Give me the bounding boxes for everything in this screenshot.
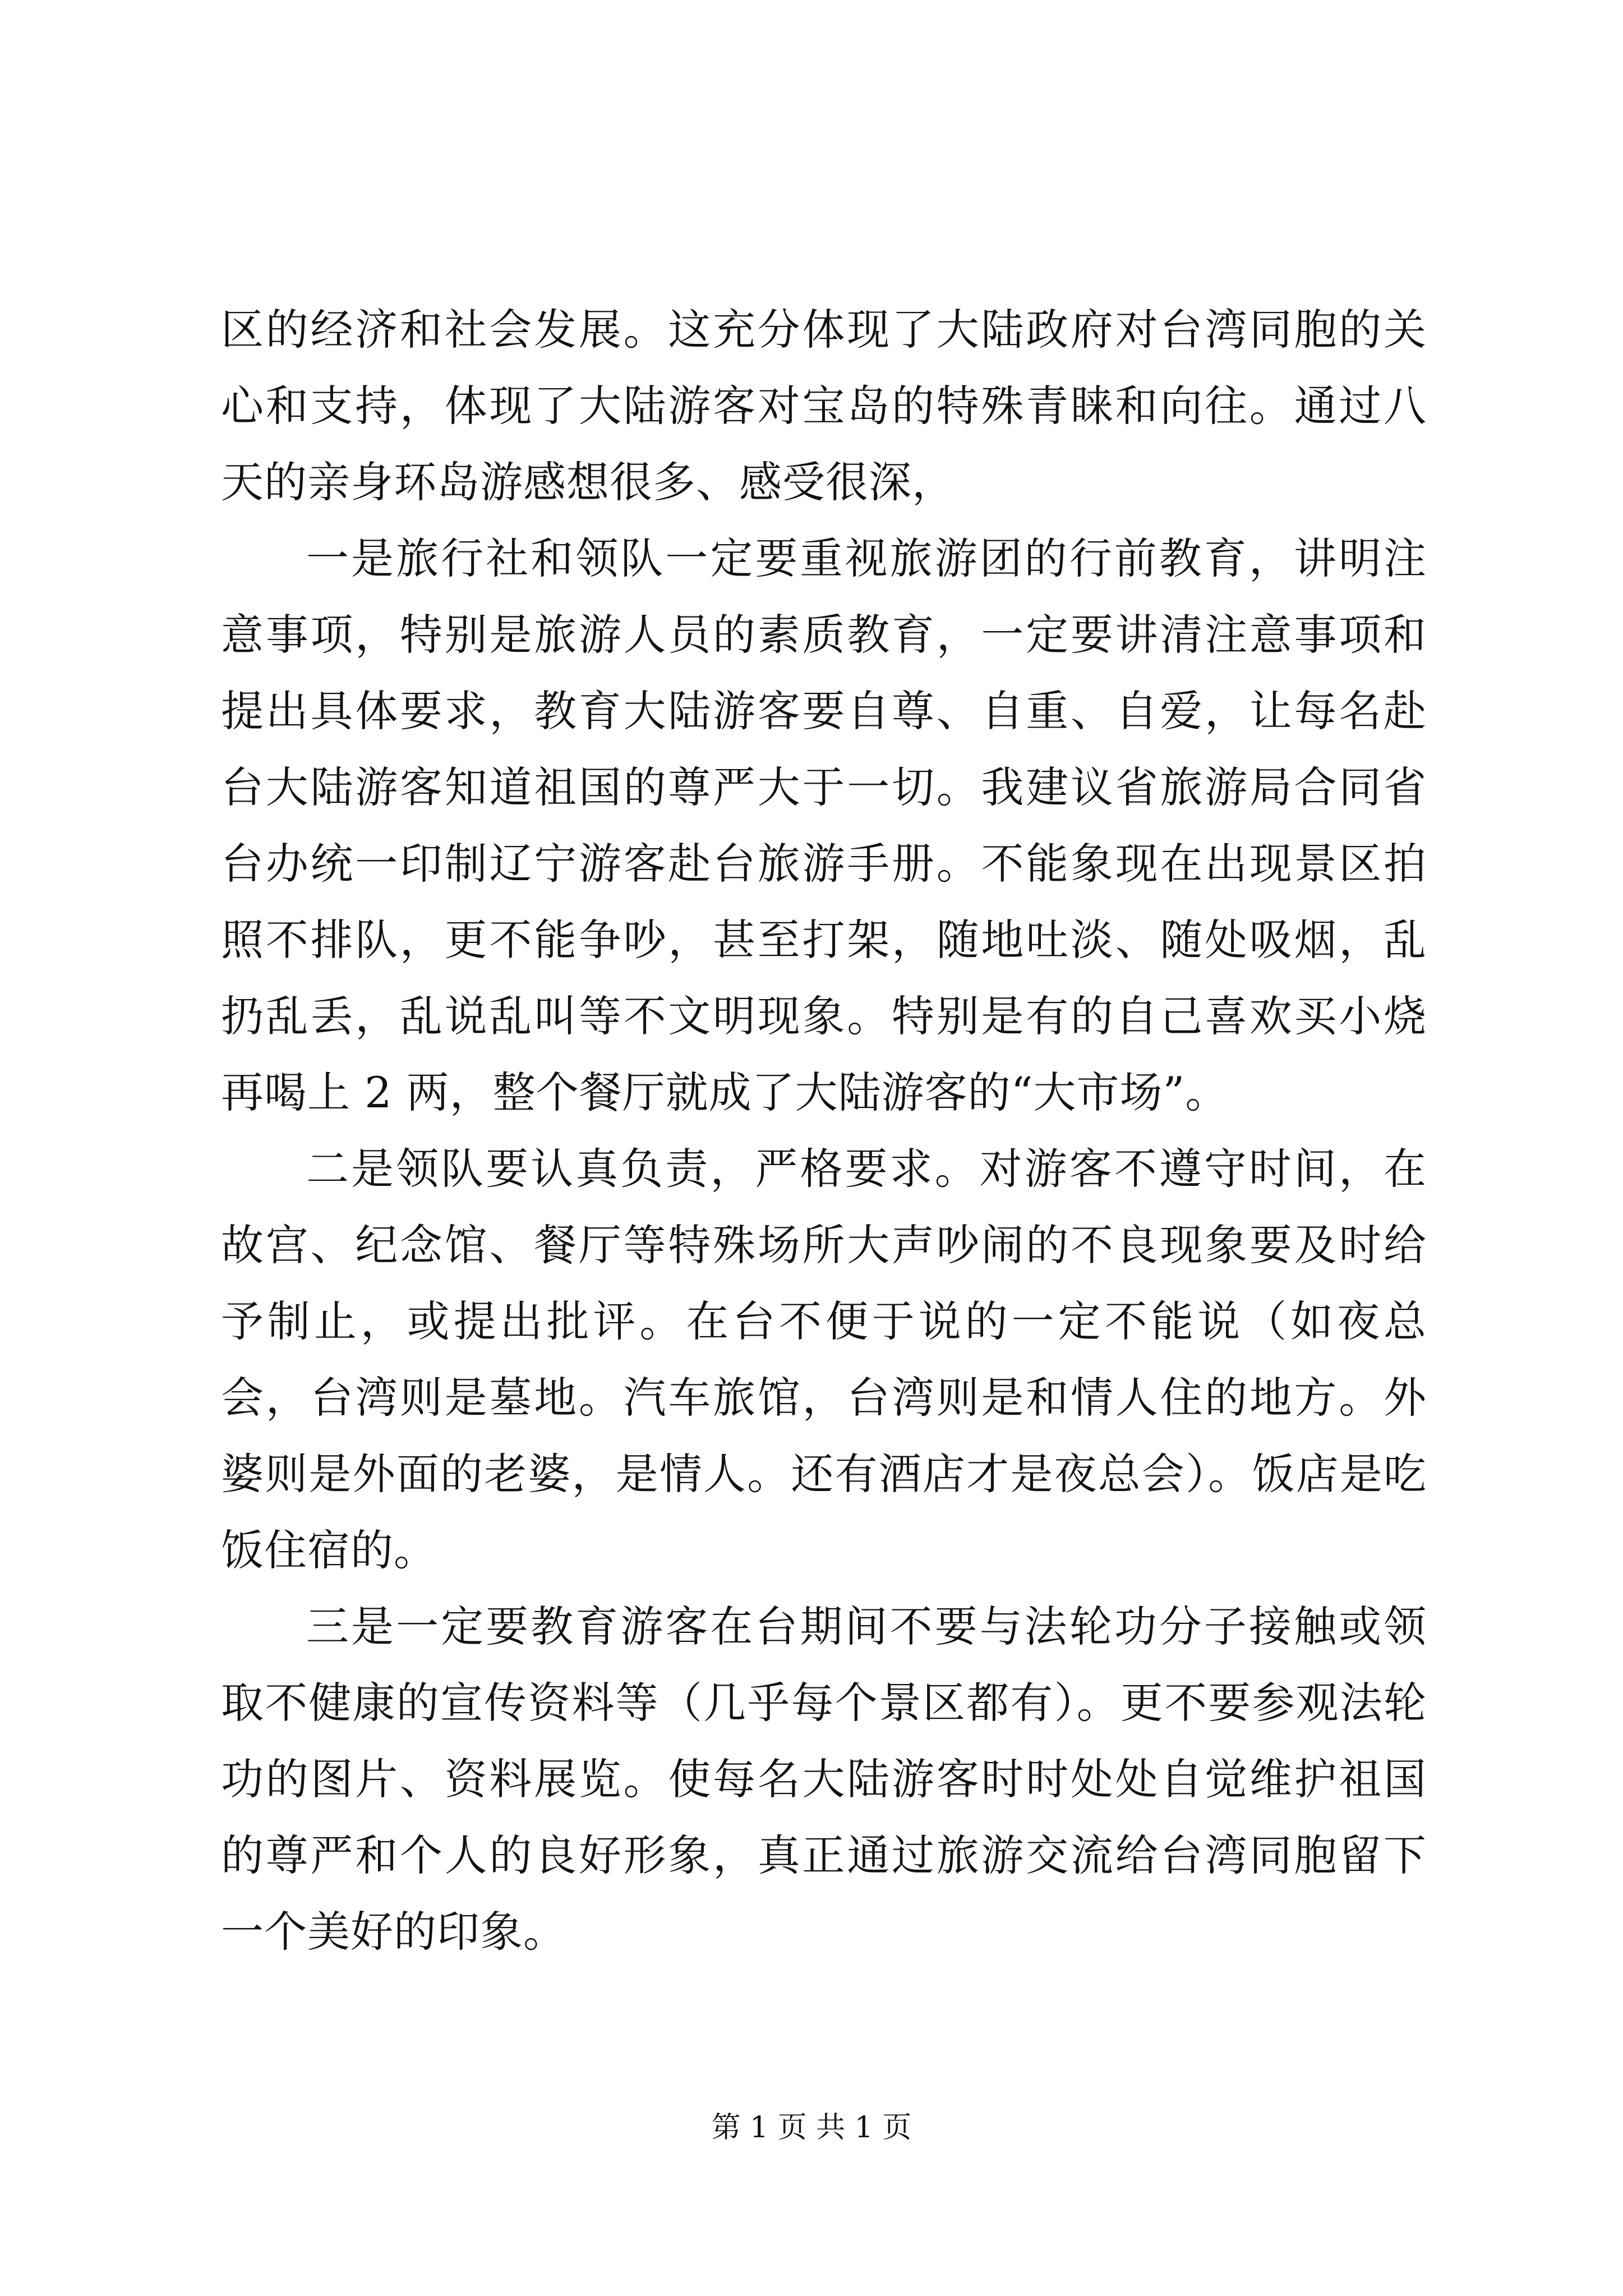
document-body — [221, 292, 1427, 1970]
paragraph-point-three: 三是一定要教育游客在台期间不要与法轮功分子接触或领取不健康的宣传资料等（几乎每个景区都有）。更不要参观法轮功的图片、资料展览。使每名大陆游客时时处处自觉维护祖国的尊严和个人的良好形象，真正通过旅游交流给台湾同胞留下一个美好的印象。 — [221, 1602, 1427, 1957]
paragraph-point-two: 二是领队要认真负责，严格要求。对游客不遵守时间，在故宫、纪念馆、餐厅等特殊场所大声吵闹的不良现象要及时给予制止，或提出批评。在台不便于说的一定不能说（如夜总会，台湾则是墓地。汽车旅馆，台湾则是和情人住的地方。外婆则是外面的老婆，是情人。还有酒店才是夜总会）。饭店是吃饭住宿的。 — [221, 1144, 1427, 1575]
paragraph-point-one: 一是旅行社和领队一定要重视旅游团的行前教育，讲明注意事项，特别是旅游人员的素质教育，一定要讲清注意事项和提出具体要求，教育大陆游客要自尊、自重、自爱，让每名赴台大陆游客知道祖国的尊严大于一切。我建议省旅游局合同省台办统一印制辽宁游客赴台旅游手册。不能象现在出现景区拍照不排队，更不能争吵，甚至打架，随地吐淡、随处吸烟，乱扔乱丢，乱说乱叫等不文明现象。特别是有的自己喜欢买小烧再喝上 2 两，整个餐厅就成了大陆游客的“大市场”。 — [221, 533, 1427, 1117]
paragraph-continuation: 区的经济和社会发展。这充分体现了大陆政府对台湾同胞的关心和支持，体现了大陆游客对宝岛的特殊青睐和向往。通过八天的亲身环岛游感想很多、感受很深， — [221, 305, 1427, 507]
page-footer: 第 1 页 共 1 页 — [711, 2111, 912, 2145]
